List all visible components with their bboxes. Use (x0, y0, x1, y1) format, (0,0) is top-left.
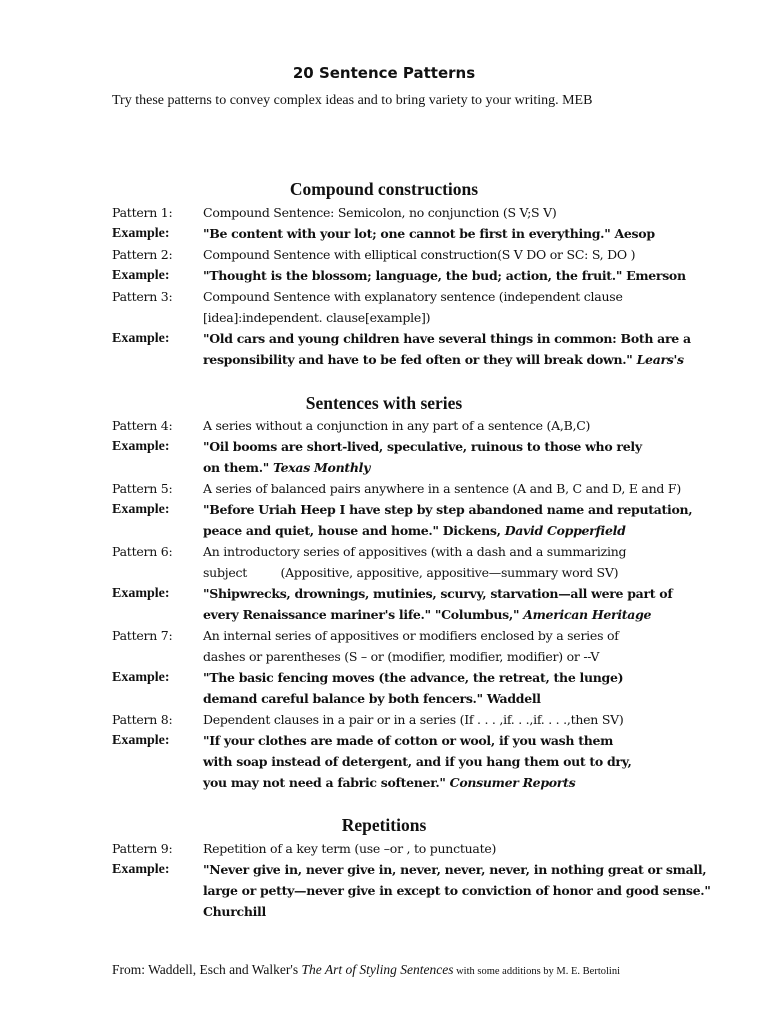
row-label: Example: (112, 331, 170, 346)
footer-book-title: The Art of Styling Sentences (301, 962, 454, 977)
row-text: "The basic fencing moves (the advance, the retreat, the lunge) demand careful balance by both fencers." Waddell (203, 670, 624, 706)
page-footer (112, 962, 732, 978)
section-heading-repetitions: Repetitions (341, 815, 427, 835)
row-text: Repetition of a key term (use –or , to punctuate) (203, 841, 497, 856)
row-label: Pattern 7: (112, 628, 173, 643)
row-text: Compound Sentence with explanatory sentence (independent clause [idea]:independent. clause[example]) (203, 289, 623, 325)
example-source: David Copperfield (504, 523, 626, 538)
example-source: Lears's (636, 352, 684, 367)
page-title: 20 Sentence Patterns (292, 64, 476, 82)
example-source: Consumer Reports (449, 775, 576, 790)
footer-prefix: From: Waddell, Esch and Walker's (112, 962, 302, 977)
row-label: Example: (112, 268, 170, 283)
example-source: Texas Monthly (273, 460, 371, 475)
row-text: "Oil booms are short-lived, speculative, ruinous to those who rely on them." Texas Monthly (203, 439, 642, 475)
row-text: "Never give in, never give in, never, never, never, in nothing great or small, large or petty—never give in except to conviction of honor and good sense." Churchill (203, 862, 711, 919)
row-label: Example: (112, 586, 170, 601)
row-text: Compound Sentence: Semicolon, no conjunction (S V;S V) (203, 205, 557, 220)
row-text: A series without a conjunction in any part of a sentence (A,B,C) (203, 418, 591, 433)
row-label: Pattern 1: (112, 205, 173, 220)
row-text: "Shipwrecks, drownings, mutinies, scurvy, starvation—all were part of every Renaissance mariner's life." "Columbus," American Heritage (203, 586, 673, 622)
section-heading-series: Sentences with series (305, 393, 463, 413)
row-label: Pattern 8: (112, 712, 173, 727)
page-subtitle: Try these patterns to convey complex ideas and to bring variety to your writing. MEB (112, 93, 593, 108)
section-heading-compound: Compound constructions (289, 179, 479, 199)
row-label: Pattern 3: (112, 289, 173, 304)
row-text: Compound Sentence with elliptical construction(S V DO or SC: S, DO ) (203, 247, 636, 262)
row-label: Pattern 9: (112, 841, 173, 856)
row-text: "Old cars and young children have several things in common: Both are a responsibility and have to be fed often or they will break down." Lears's (203, 331, 691, 367)
footer-suffix: with some additions by M. E. Bertolini (453, 966, 621, 977)
example-source: American Heritage (523, 607, 652, 622)
row-text: Dependent clauses in a pair or in a series (If . . . ,if. . .,if. . . .,then SV) (203, 712, 624, 727)
row-label: Pattern 4: (112, 418, 173, 433)
row-label: Example: (112, 439, 170, 454)
row-label: Pattern 6: (112, 544, 173, 559)
row-text: "Be content with your lot; one cannot be first in everything." Aesop (203, 226, 655, 241)
row-label: Example: (112, 670, 170, 685)
row-label: Example: (112, 862, 170, 877)
row-text: A series of balanced pairs anywhere in a sentence (A and B, C and D, E and F) (203, 481, 681, 496)
row-text: "Thought is the blossom; language, the bud; action, the fruit." Emerson (203, 268, 686, 283)
row-text: An introductory series of appositives (with a dash and a summarizing subject (Appositive, appositive, appositive—summary word SV) (203, 544, 627, 580)
row-text: "Before Uriah Heep I have step by step abandoned name and reputation, peace and quiet, house and home." Dickens, David Copperfield (203, 502, 693, 538)
row-label: Pattern 2: (112, 247, 173, 262)
row-label: Example: (112, 226, 170, 241)
row-text: "If your clothes are made of cotton or wool, if you wash them with soap instead of detergent, and if you hang them out to dry, you may not need a fabric softener." Consumer Reports (203, 733, 632, 790)
row-text: An internal series of appositives or modifiers enclosed by a series of dashes or parentheses (S – or (modifier, modifier, modifier) or --V (203, 628, 619, 664)
row-label: Pattern 5: (112, 481, 173, 496)
row-label: Example: (112, 733, 170, 748)
row-label: Example: (112, 502, 170, 517)
